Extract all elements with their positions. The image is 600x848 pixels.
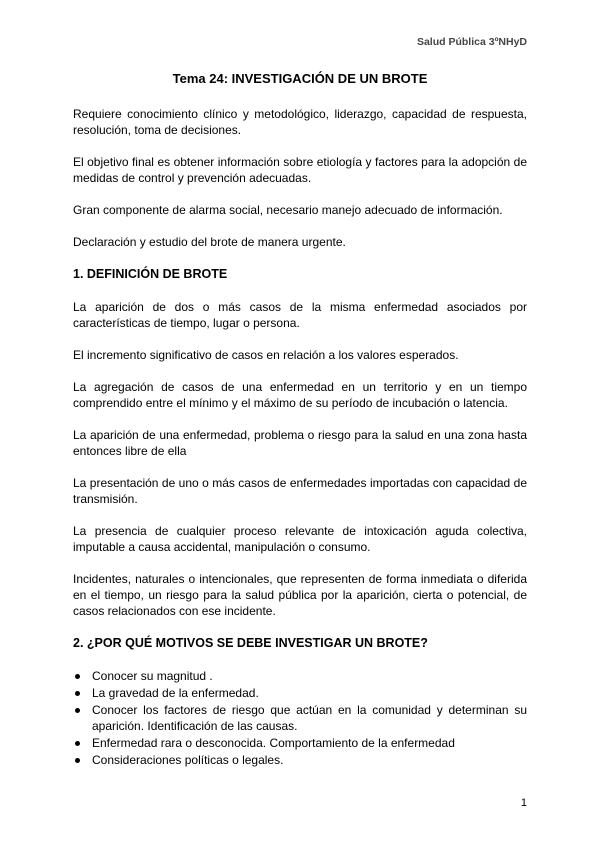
definition-paragraph: La presentación de uno o más casos de enfermedades importadas con capacidad de transmisión.: [73, 476, 527, 506]
list-item-text: Conocer su magnitud .: [92, 669, 213, 683]
definition-paragraph: La agregación de casos de una enfermedad en un territorio y en un tiempo comprendido entre el mínimo y el máximo de su período de incubación o latencia.: [73, 380, 527, 410]
bullet-icon: [75, 758, 80, 763]
definition-paragraph: La presencia de cualquier proceso relevante de intoxicación aguda colectiva, imputable a causa accidental, manipulación o consumo.: [73, 524, 527, 554]
bullet-icon: [75, 708, 80, 713]
section-heading-reasons: 2. ¿POR QUÉ MOTIVOS SE DEBE INVESTIGAR UN BROTE?: [73, 636, 428, 650]
intro-paragraph: Declaración y estudio del brote de manera urgente.: [73, 235, 346, 249]
list-item: [73, 668, 527, 684]
list-item-text: Enfermedad rara o desconocida. Comportamiento de la enfermedad: [92, 736, 455, 750]
list-item: [73, 685, 527, 701]
list-item-text: La gravedad de la enfermedad.: [92, 686, 259, 700]
bullet-icon: [75, 691, 80, 696]
bullet-icon: [75, 741, 80, 746]
intro-paragraph: El objetivo final es obtener información sobre etiología y factores para la adopción de medidas de control y prevención adecuadas.: [73, 155, 527, 185]
list-item: [73, 735, 527, 751]
definition-paragraph: Incidentes, naturales o intencionales, que representen de forma inmediata o diferida en el tiempo, un riesgo para la salud pública por la aparición, cierta o potencial, de casos relacionados con ese incidente.: [73, 572, 527, 618]
definition-paragraph: La aparición de una enfermedad, problema o riesgo para la salud en una zona hasta entonces libre de ella: [73, 428, 527, 458]
page-number: 1: [520, 797, 527, 809]
definition-paragraph: El incremento significativo de casos en relación a los valores esperados.: [73, 348, 459, 362]
page-title: Tema 24: INVESTIGACIÓN DE UN BROTE: [172, 71, 428, 86]
intro-paragraph: Gran componente de alarma social, necesario manejo adecuado de información.: [73, 203, 503, 217]
bullet-icon: [75, 674, 80, 679]
list-item-text: Conocer los factores de riesgo que actúan en la comunidad y determinan su aparición. Identificación de las causas.: [92, 703, 527, 733]
list-item: [73, 752, 527, 768]
list-item: [73, 702, 527, 734]
definition-paragraph: La aparición de dos o más casos de la misma enfermedad asociados por características de tiempo, lugar o persona.: [73, 300, 527, 330]
section-heading-definition: 1. DEFINICIÓN DE BROTE: [73, 267, 228, 281]
page-header: Salud Pública 3ºNHyD: [416, 36, 527, 48]
document-body: [73, 70, 527, 769]
reasons-list: [73, 668, 527, 768]
intro-paragraph: Requiere conocimiento clínico y metodológico, liderazgo, capacidad de respuesta, resolución, toma de decisiones.: [73, 107, 527, 137]
list-item-text: Consideraciones políticas o legales.: [92, 753, 284, 767]
